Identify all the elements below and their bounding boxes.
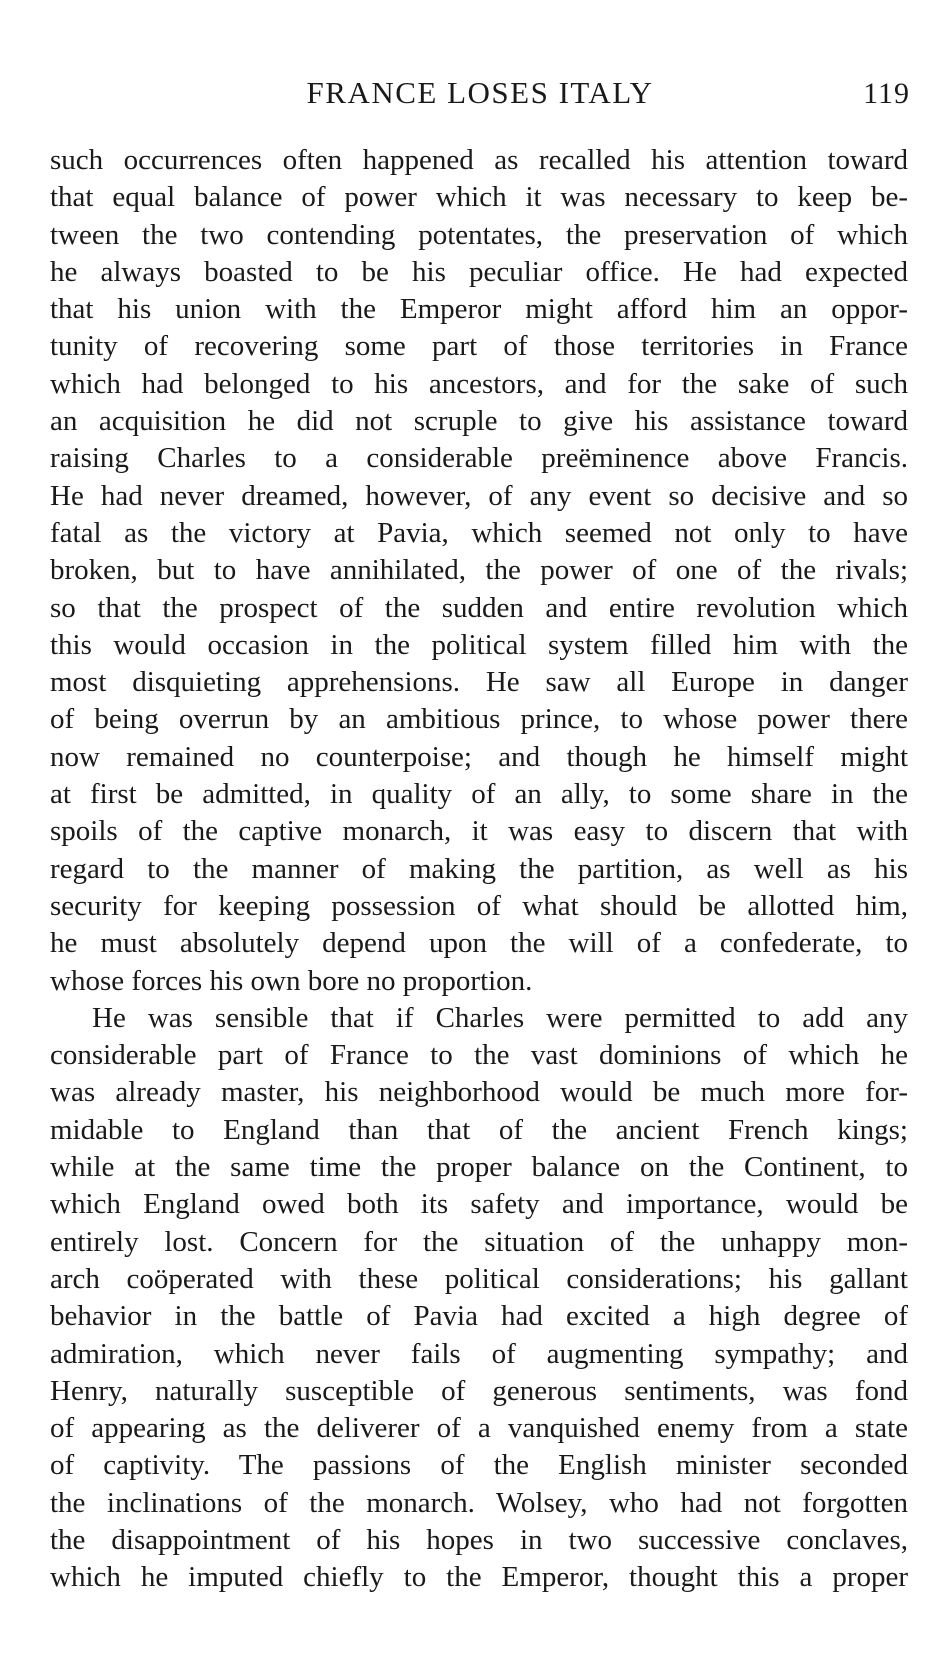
text-line: raising Charles to a considerable preëminence above Francis. bbox=[50, 442, 908, 475]
paragraph-2 bbox=[50, 1000, 908, 1597]
text-line: midable to England than that of the ancient French kings; bbox=[50, 1113, 908, 1146]
page-number: 119 bbox=[863, 77, 910, 110]
text-line: while at the same time the proper balance on the Continent, to bbox=[50, 1151, 908, 1184]
text-line: this would occasion in the political system filled him with the bbox=[50, 628, 908, 661]
text-line: of captivity. The passions of the English minister seconded bbox=[50, 1449, 908, 1482]
text-line: broken, but to have annihilated, the power of one of the rivals; bbox=[50, 554, 908, 587]
text-line: at first be admitted, in quality of an ally, to some share in the bbox=[50, 778, 908, 811]
text-line: behavior in the battle of Pavia had excited a high degree of bbox=[50, 1300, 908, 1333]
text-line: which had belonged to his ancestors, and for the sake of such bbox=[50, 367, 908, 400]
text-line: admiration, which never fails of augmenting sympathy; and bbox=[50, 1337, 908, 1370]
text-line: he always boasted to be his peculiar office. He had expected bbox=[50, 255, 908, 288]
text-line: He was sensible that if Charles were permitted to add any bbox=[92, 1001, 908, 1034]
text-line: such occurrences often happened as recalled his attention toward bbox=[50, 144, 908, 176]
text-line: the disappointment of his hopes in two successive conclaves, bbox=[50, 1523, 908, 1556]
text-line: was already master, his neighborhood would be much more for- bbox=[50, 1076, 908, 1109]
text-line: now remained no counterpoise; and though he himself might bbox=[50, 740, 908, 773]
text-line: fatal as the victory at Pavia, which seemed not only to have bbox=[50, 516, 908, 549]
text-line: of appearing as the deliverer of a vanquished enemy from a state bbox=[50, 1412, 908, 1445]
text-line: the inclinations of the monarch. Wolsey, who had not forgotten bbox=[50, 1486, 908, 1519]
text-line: he must absolutely depend upon the will of a confederate, to bbox=[50, 927, 908, 960]
text-line: of being overrun by an ambitious prince, to whose power there bbox=[50, 703, 908, 736]
text-line: Henry, naturally susceptible of generous sentiments, was fond bbox=[50, 1374, 908, 1407]
text-line: He had never dreamed, however, of any event so decisive and so bbox=[50, 479, 908, 512]
text-line: spoils of the captive monarch, it was easy to discern that with bbox=[50, 815, 908, 848]
text-line: that his union with the Emperor might afford him an oppor- bbox=[50, 293, 908, 326]
text-line: security for keeping possession of what should be allotted him, bbox=[50, 889, 908, 922]
text-line: which he imputed chiefly to the Emperor, thought this a proper bbox=[50, 1561, 908, 1594]
text-line: arch coöperated with these political considerations; his gallant bbox=[50, 1262, 908, 1295]
running-head bbox=[50, 75, 910, 119]
text-line: whose forces his own bore no proportion. bbox=[50, 964, 533, 997]
text-line: tween the two contending potentates, the preservation of which bbox=[50, 218, 908, 251]
text-line: regard to the manner of making the partition, as well as his bbox=[50, 852, 908, 885]
paragraph-1 bbox=[50, 142, 908, 1000]
body-text bbox=[50, 142, 908, 1597]
text-line: an acquisition he did not scruple to give his assistance toward bbox=[50, 405, 908, 438]
text-line: which England owed both its safety and importance, would be bbox=[50, 1188, 908, 1221]
text-line: most disquieting apprehensions. He saw all Europe in danger bbox=[50, 666, 908, 699]
text-line: tunity of recovering some part of those territories in France bbox=[50, 330, 908, 363]
text-line: entirely lost. Concern for the situation of the unhappy mon- bbox=[50, 1225, 908, 1258]
text-line: so that the prospect of the sudden and entire revolution which bbox=[50, 591, 908, 624]
text-line: that equal balance of power which it was necessary to keep be- bbox=[50, 181, 908, 214]
text-line: considerable part of France to the vast dominions of which he bbox=[50, 1039, 908, 1072]
running-title: FRANCE LOSES ITALY bbox=[306, 75, 654, 110]
